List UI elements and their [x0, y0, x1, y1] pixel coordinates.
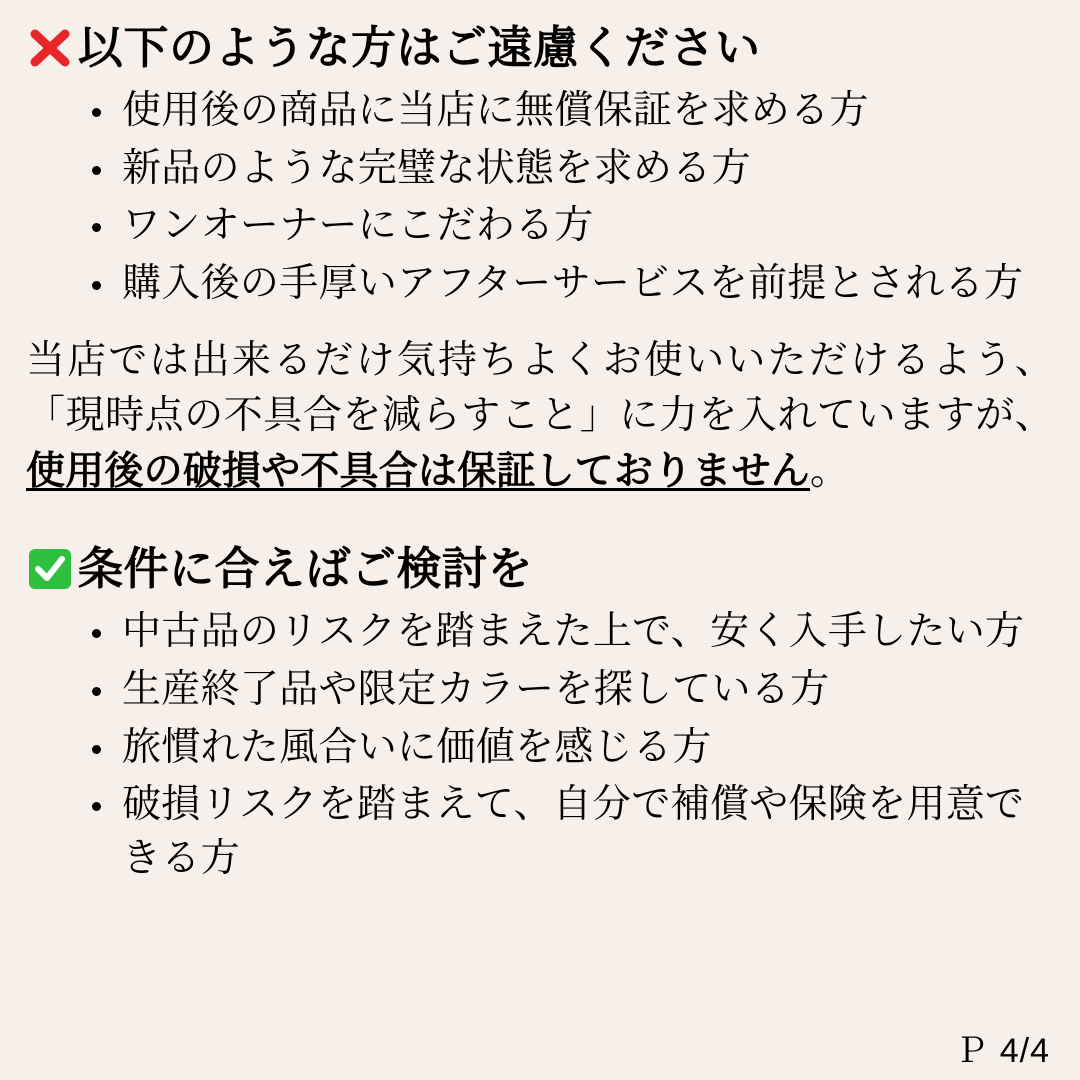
section-heading-exclusions: [26, 22, 1054, 74]
list-item: 使用後の商品に当店に無償保証を求める方: [88, 84, 1054, 138]
section-heading-text: 以下のような方はご遠慮ください: [78, 22, 761, 73]
section-heading-text: 条件に合えばご検討を: [78, 543, 534, 595]
list-item: 生産終了品や限定カラーを探している方: [88, 663, 1054, 717]
section-heading-recommended: [26, 543, 1054, 595]
green-check-mark-icon: [26, 545, 74, 593]
exclusion-list: [26, 84, 1054, 311]
list-item: 新品のような完璧な状態を求める方: [88, 142, 1054, 196]
red-cross-mark-icon: [26, 24, 74, 72]
spacer: [26, 499, 1054, 543]
list-item: ワンオーナーにこだわる方: [88, 199, 1054, 253]
list-item: 破損リスクを踏まえて、自分で補償や保険を用意できる方: [88, 778, 1054, 886]
list-item: 旅慣れた風合いに価値を感じる方: [88, 721, 1054, 775]
recommended-list: [26, 605, 1054, 886]
paragraph-text-before: 当店では出来るだけ気持ちよくお使いいただけるよう、「現時点の不具合を減らすこと」に力を入れていますが、: [26, 339, 1054, 438]
page-number: Ｐ 4/4: [954, 1032, 1050, 1070]
paragraph-emphasis: 使用後の破損や不具合は保証しておりません: [26, 449, 811, 493]
list-item: 中古品のリスクを踏まえた上で、安く入手したい方: [88, 605, 1054, 659]
policy-paragraph: [26, 333, 1054, 499]
list-item: 購入後の手厚いアフターサービスを前提とされる方: [88, 257, 1054, 311]
paragraph-text-after: 。: [810, 449, 850, 493]
